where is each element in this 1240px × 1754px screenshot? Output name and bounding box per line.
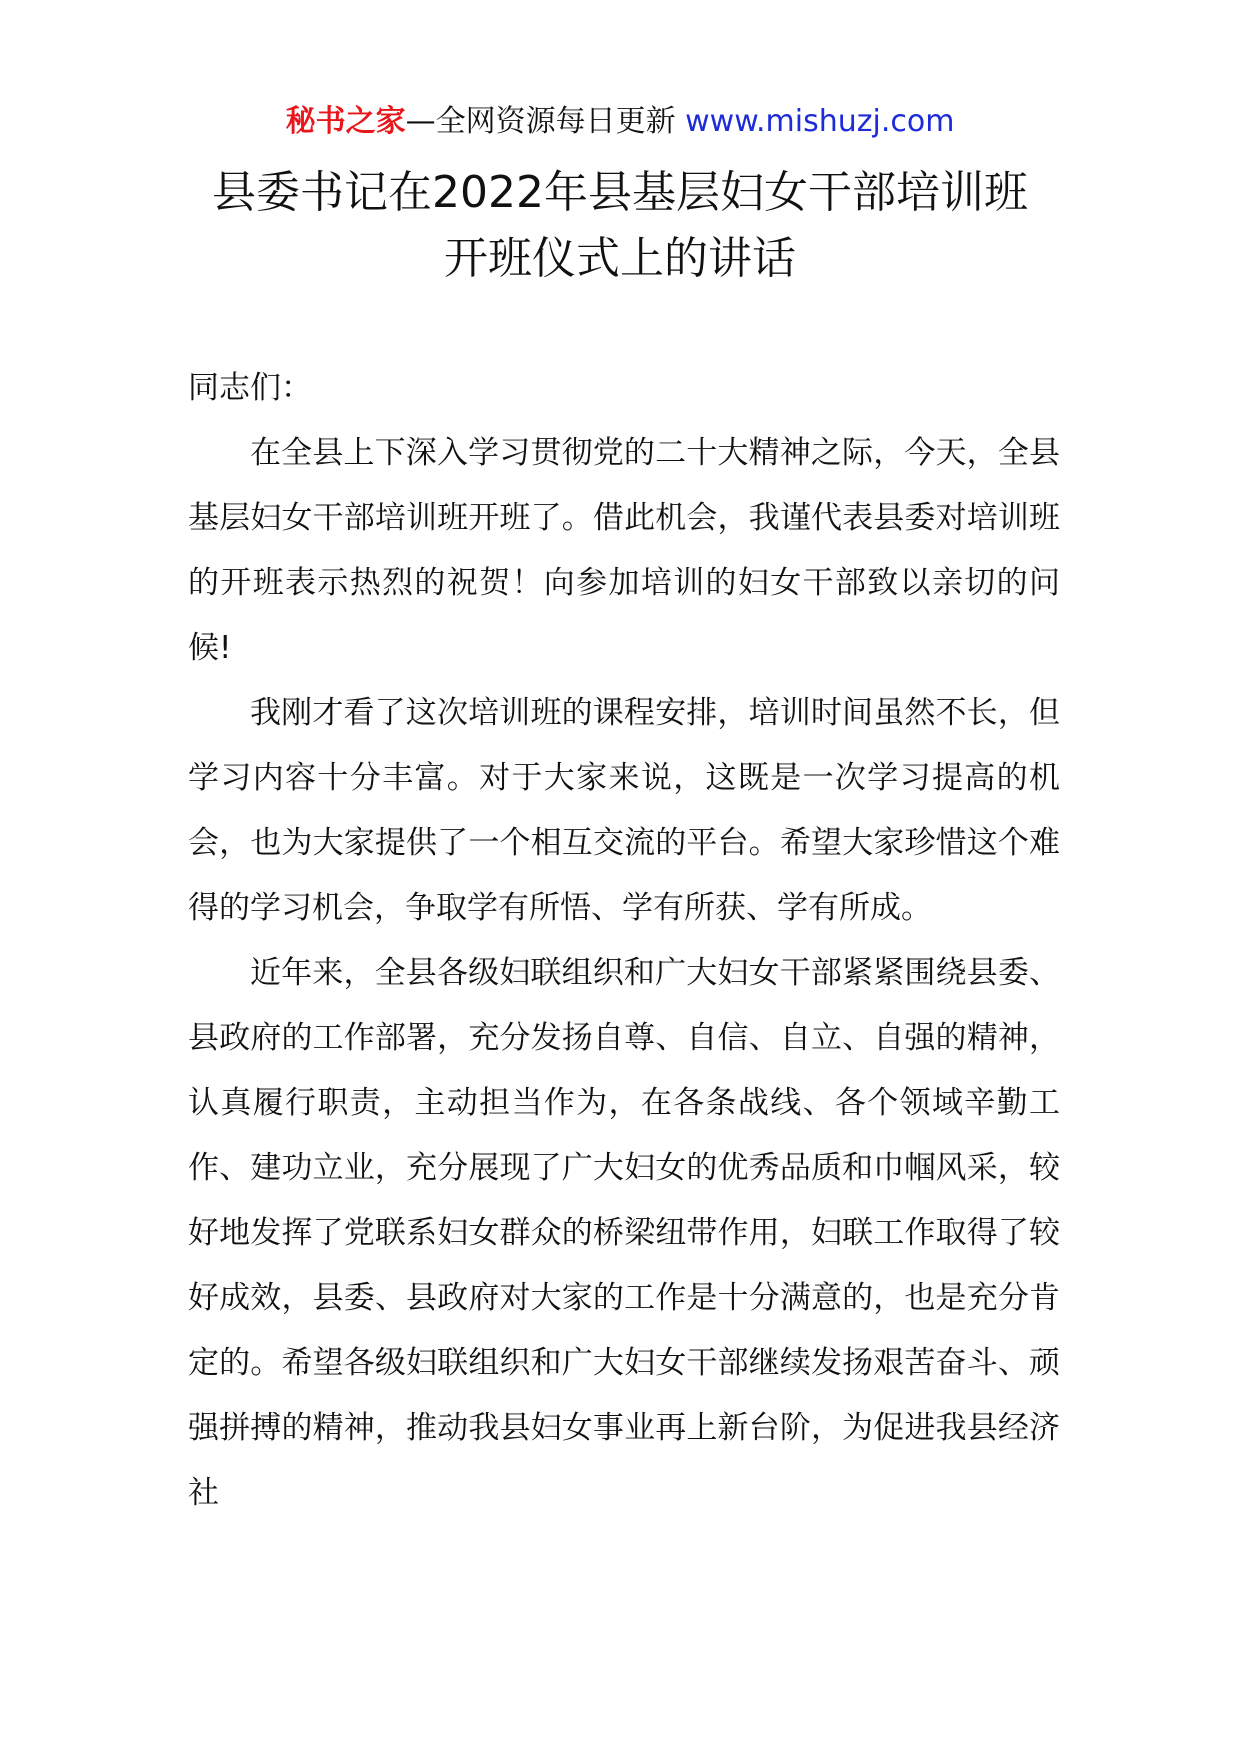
header-tagline: —全网资源每日更新 (405, 104, 686, 139)
paragraph-3: 近年来，全县各级妇联组织和广大妇女干部紧紧围绕县委、县政府的工作部署，充分发扬自尊、自信、自立、自强的精神，认真履行职责，主动担当作为，在各条战线、各个领域辛勤工作、建功立业，充分展现了广大妇女的优秀品质和巾帼风采，较好地发挥了党联系妇女群众的桥梁纽带作用，妇联工作取得了较好成效，县委、县政府对大家的工作是十分满意的，也是充分肯定的。希望各级妇联组织和广大妇女干部继续发扬艰苦奋斗、顽强拼搏的精神，推动我县妇女事业再上新台阶，为促进我县经济社 (188, 955, 1060, 1511)
paragraph-1: 在全县上下深入学习贯彻党的二十大精神之际，今天，全县基层妇女干部培训班开班了。借此机会，我谨代表县委对培训班的开班表示热烈的祝贺！向参加培训的妇女干部致以亲切的问候! (188, 435, 1060, 666)
title-line-2: 开班仪式上的讲话 (444, 233, 796, 284)
paragraph-2: 我刚才看了这次培训班的课程安排，培训时间虽然不长，但学习内容十分丰富。对于大家来说，这既是一次学习提高的机会，也为大家提供了一个相互交流的平台。希望大家珍惜这个难得的学习机会，争取学有所悟、学有所获、学有所成。 (188, 695, 1060, 926)
brand-name: 秘书之家 (285, 104, 406, 139)
site-header (0, 100, 1240, 144)
site-url-link[interactable]: www.mishuzj.com (685, 104, 955, 139)
document-body (188, 356, 1060, 1526)
document-title (150, 160, 1090, 292)
salutation: 同志们： (188, 370, 312, 406)
title-line-1: 县委书记在2022年县基层妇女干部培训班 (212, 167, 1028, 218)
